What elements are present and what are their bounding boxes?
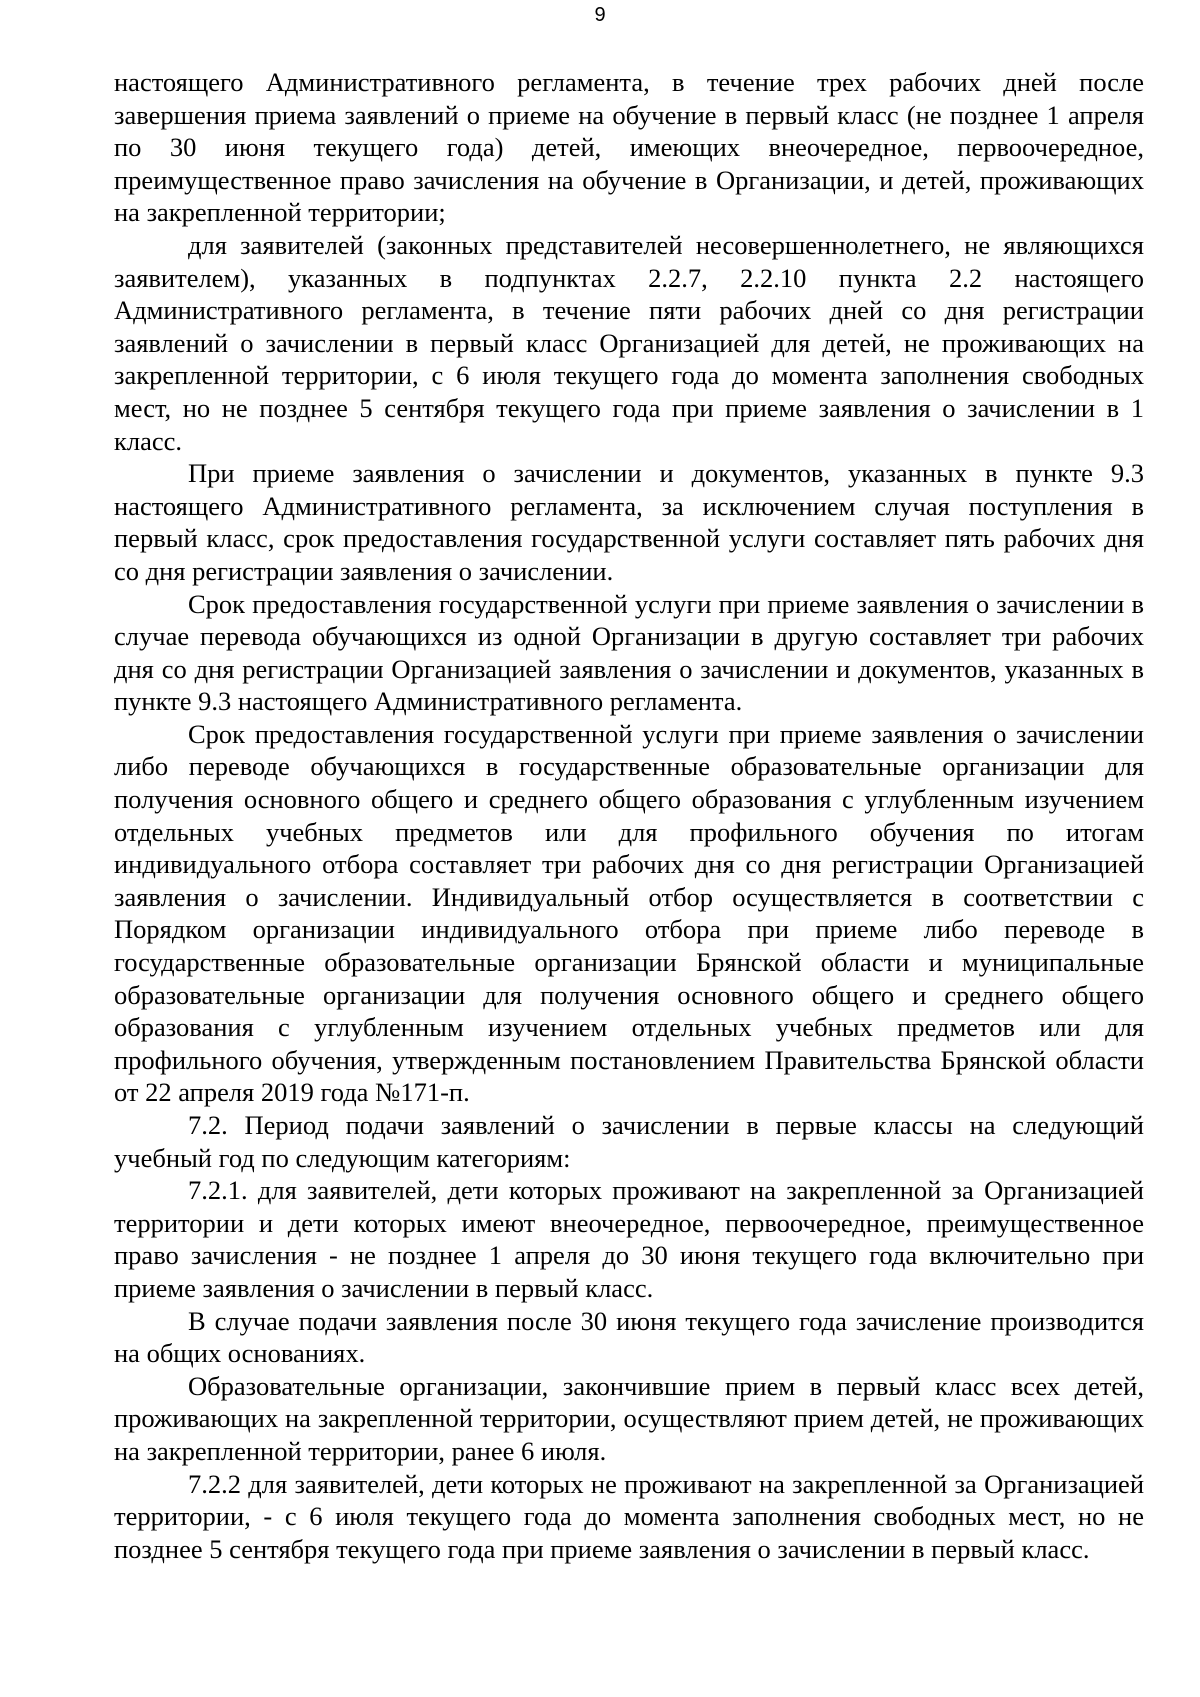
paragraph-3: При приеме заявления о зачислении и документов, указанных в пункте 9.3 настоящего Административного регламента, за исключением случая поступления в первый класс, срок предоставления государственной услуги составляет пять рабочих дня со дня регистрации заявления о зачислении. [114,458,1144,586]
paragraph-4: Срок предоставления государственной услуги при приеме заявления о зачислении в случае перевода обучающихся из одной Организации в другую составляет три рабочих дня со дня регистрации Организацией заявления о зачислении и документов, указанных в пункте 9.3 настоящего Административного регламента. [114,588,1144,717]
paragraph-1: настоящего Административного регламента, в течение трех рабочих дней после завершения приема заявлений о приеме на обучение в первый класс (не позднее 1 апреля по 30 июня текущего года) детей, имеющих внеочередное, первоочередное, преимущественное право зачисления на обучение в Организации, и детей, проживающих на закрепленной территории; [114,67,1144,228]
paragraph-6: 7.2. Период подачи заявлений о зачислении в первые классы на следующий учебный год по следующим категориям: [114,1110,1144,1173]
paragraph-9: Образовательные организации, закончившие прием в первый класс всех детей, проживающих на закрепленной территории, осуществляют прием детей, не проживающих на закрепленной территории, ранее 6 июля. [114,1370,1144,1466]
page-number: 9 [594,4,606,26]
document-body [114,66,1144,1565]
paragraph-10: 7.2.2 для заявителей, дети которых не проживают на закрепленной за Организацией территории, - с 6 июля текущего года до момента заполнения свободных мест, но не позднее 5 сентября текущего года при приеме заявления о зачислении в первый класс. [114,1468,1144,1564]
paragraph-8: В случае подачи заявления после 30 июня текущего года зачисление производится на общих основаниях. [114,1305,1144,1369]
paragraph-7: 7.2.1. для заявителей, дети которых проживают на закрепленной за Организацией территории и дети которых имеют внеочередное, первоочередное, преимущественное право зачисления - не позднее 1 апреля до 30 июня текущего года включительно при приеме заявления о зачислении в первый класс. [114,1175,1144,1303]
paragraph-2: для заявителей (законных представителей несовершеннолетнего, не являющихся заявителем), указанных в подпунктах 2.2.7, 2.2.10 пункта 2.2 настоящего Административного регламента, в течение пяти рабочих дней со дня регистрации заявлений о зачислении в первый класс Организацией для детей, не проживающих на закрепленной территории, с 6 июля текущего года до момента заполнения свободных мест, но не позднее 5 сентября текущего года при приеме заявления о зачислении в 1 класс. [114,229,1144,456]
paragraph-5: Срок предоставления государственной услуги при приеме заявления о зачислении либо переводе обучающихся в государственные образовательные организации для получения основного общего и среднего общего образования с углубленным изучением отдельных учебных предметов или для профильного обучения по итогам индивидуального отбора составляет три рабочих дня со дня регистрации Организацией заявления о зачислении. Индивидуальный отбор осуществляется в соответствии с Порядком организации индивидуального отбора при приеме либо переводе в государственные образовательные организации Брянской области и муниципальные образовательные организации для получения основного общего и среднего общего образования с углубленным изучением отдельных учебных предметов или для профильного обучения, утвержденным постановлением Правительства Брянской области от 22 апреля 2019 года №171-п. [114,718,1144,1108]
